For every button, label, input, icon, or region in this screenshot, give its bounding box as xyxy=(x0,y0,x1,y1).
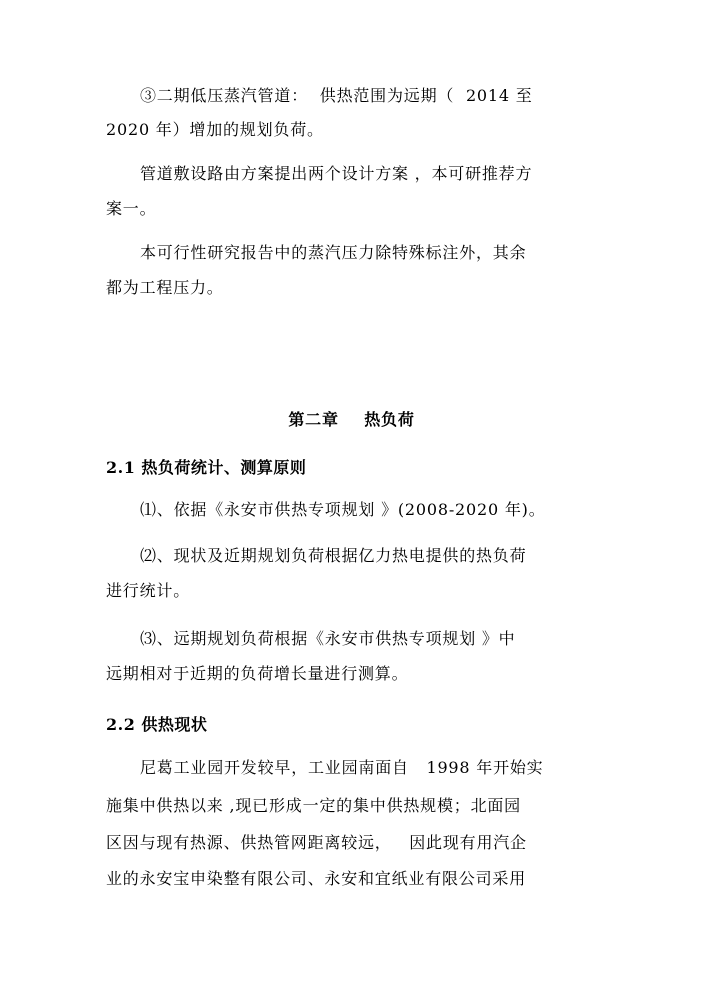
intro-line-1: ③二期低压蒸汽管道： 供热范围为远期（ 2014 至 xyxy=(140,86,533,105)
chapter-title: 第二章 热负荷 xyxy=(288,410,415,429)
intro-line-5: 本可行性研究报告中的蒸汽压力除特殊标注外，其余 xyxy=(140,243,527,262)
section-2-1-line-5: 远期相对于近期的负荷增长量进行测算。 xyxy=(106,664,409,683)
intro-line-2: 2020 年）增加的规划负荷。 xyxy=(106,120,324,139)
section-2-1-line-3: 进行统计。 xyxy=(106,581,191,600)
section-2-2-line-4: 业的永安宝申染整有限公司、永安和宜纸业有限公司采用 xyxy=(106,869,527,888)
section-2-1-line-2: ⑵、现状及近期规划负荷根据亿力热电提供的热负荷 xyxy=(140,546,527,565)
section-2-2-line-2: 施集中供热以来 ,现已形成一定的集中供热规模；北面园 xyxy=(106,796,521,815)
intro-line-4: 案一。 xyxy=(106,199,157,218)
section-2-2-line-3: 区因与现有热源、供热管网距离较远， 因此现有用汽企 xyxy=(106,833,527,852)
intro-line-3: 管道敷设路由方案提出两个设计方案 ，本可研推荐方 xyxy=(140,164,533,183)
section-heading-2-1: 2.1 热负荷统计、测算原则 xyxy=(106,458,307,477)
section-2-1-line-4: ⑶、远期规划负荷根据《永安市供热专项规划 》中 xyxy=(140,629,516,648)
section-heading-2-2: 2.2 供热现状 xyxy=(106,715,208,734)
section-2-2-line-1: 尼葛工业园开发较早，工业园南面自 1998 年开始实 xyxy=(140,758,544,777)
section-2-1-line-1: ⑴、依据《永安市供热专项规划 》(2008-2020 年)。 xyxy=(140,500,546,519)
intro-line-6: 都为工程压力。 xyxy=(106,278,224,297)
